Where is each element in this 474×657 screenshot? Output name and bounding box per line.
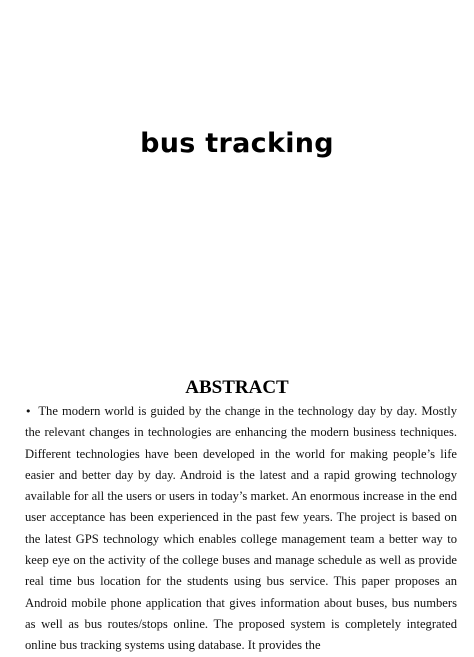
document-title: bus tracking	[140, 128, 334, 159]
abstract-heading: ABSTRACT	[185, 377, 289, 398]
bullet-icon: •	[25, 405, 32, 418]
abstract-paragraph	[25, 401, 457, 657]
abstract-text: The modern world is guided by the change in the technology day by day. Mostly the relevant changes in technologies are enhancing the modern business techniques. Different technologies have been developed in the world for making people’s life easier and better day by day. Android is the latest and a rapid growing technology available for all the users or users in today’s market. An enormous increase in the end user acceptance has been experienced in the past few years. The project is based on the latest GPS technology which enables college management team a better way to keep eye on the activity of the college buses and manage schedule as well as provide real time bus location for the students using bus service. This paper proposes an Android mobile phone application that gives information about buses, bus numbers as well as bus routes/stops online. The proposed system is completely integrated online bus tracking systems using database. It provides the	[25, 404, 458, 653]
